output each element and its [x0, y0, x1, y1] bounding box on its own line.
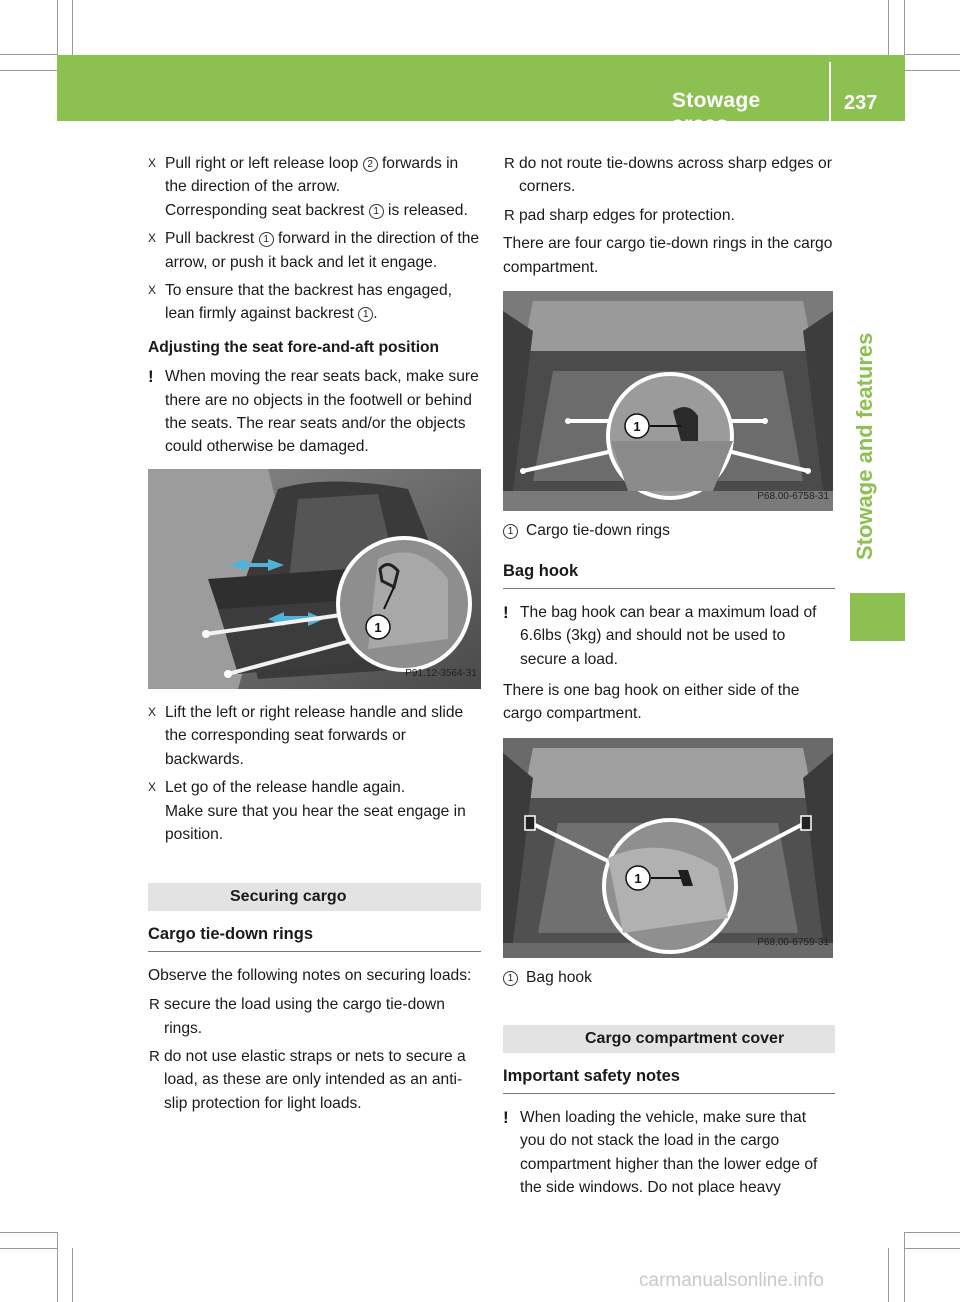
callout-number: 1	[503, 524, 518, 539]
bullet-icon: R	[504, 206, 515, 224]
instruction-step: X Let go of the release handle again. Make sure that you hear the seat engage in position.	[148, 776, 481, 846]
header-divider	[829, 62, 831, 121]
bag-hook-illustration	[503, 738, 833, 958]
bullet-icon: R	[149, 1047, 160, 1065]
bag-hook-text: There is one bag hook on either side of the cargo compartment.	[503, 682, 800, 723]
callout-number: 1	[503, 971, 518, 986]
figure-legend: 1 Cargo tie-down rings	[503, 519, 835, 542]
callout-number: 1	[369, 204, 384, 219]
figure-code: P68.00-6759-31	[757, 937, 829, 949]
step-arrow-icon: X	[148, 780, 157, 795]
instruction-step: X Pull right or left release loop 2 forwards in the direction of the arrow. Corresponding seat backrest 1 is released.	[148, 152, 481, 222]
figure-code: P68.00-6758-31	[757, 490, 829, 502]
list-item: R pad sharp edges for protection.	[503, 204, 835, 227]
warning-note: ! When loading the vehicle, make sure that you do not stack the load in the cargo compartment higher than the lower edge of the side windows. Do not place heavy	[503, 1107, 818, 1196]
notes-intro: Observe the following notes on securing loads:	[148, 966, 472, 984]
subheading-adjust: Adjusting the seat fore-and-aft position	[148, 338, 440, 356]
figure-code: P91.12-3564-31	[405, 668, 477, 680]
instruction-step: X To ensure that the backrest has engaged, lean firmly against backrest 1 .	[148, 279, 481, 326]
step-arrow-icon: X	[148, 156, 157, 170]
crop-mark	[888, 0, 889, 58]
crop-mark	[904, 1232, 905, 1302]
callout-number: 2	[363, 157, 378, 172]
warning-icon: !	[148, 367, 154, 387]
crop-mark	[57, 0, 58, 58]
list-item: R do not route tie-downs across sharp edges or corners.	[503, 152, 835, 199]
section-cargo-cover: Cargo compartment cover	[503, 1025, 835, 1053]
figure-tiedown-rings	[503, 291, 833, 511]
crop-mark	[72, 1248, 73, 1302]
bullet-icon: R	[149, 996, 160, 1014]
crop-mark	[72, 0, 73, 58]
crop-mark	[888, 1248, 889, 1302]
left-column	[148, 152, 481, 1120]
cargo-compartment-illustration	[503, 291, 833, 511]
step-arrow-icon: X	[148, 704, 157, 719]
figure-callout: 1	[633, 419, 641, 435]
side-tab-block	[850, 593, 905, 641]
crop-mark	[0, 1248, 58, 1249]
figure-callout: 1	[374, 619, 382, 635]
section-title: Stowage areas	[672, 89, 761, 136]
list-item: R do not use elastic straps or nets to secure a load, as these are only intended as an anti-slip protection for light loads.	[148, 1045, 481, 1115]
warning-icon: !	[503, 602, 509, 622]
callout-number: 1	[259, 232, 274, 247]
step-arrow-icon: X	[148, 283, 157, 298]
callout-number: 1	[358, 307, 373, 322]
bullet-icon: R	[504, 155, 515, 172]
crop-mark	[904, 1232, 960, 1233]
heading-bag-hook: Bag hook	[503, 560, 835, 588]
warning-note: ! When moving the rear seats back, make sure there are no objects in the footwell or behind the seats. The rear seats and/or the objects could otherwise be damaged.	[148, 367, 479, 456]
crop-mark	[904, 1248, 960, 1249]
instruction-step: X Lift the left or right release handle and slide the corresponding seat forwards or backwards.	[148, 701, 481, 771]
right-column	[503, 152, 835, 1207]
crop-mark	[904, 54, 960, 55]
step-arrow-icon: X	[148, 231, 157, 246]
rear-seat-illustration	[148, 469, 481, 689]
list-item: R secure the load using the cargo tie-down rings.	[148, 993, 481, 1040]
crop-mark	[904, 70, 960, 71]
side-tab-title: Stowage and features	[852, 332, 877, 560]
figure-legend: 1 Bag hook	[503, 966, 835, 989]
page-number: 237	[844, 92, 878, 114]
warning-icon: !	[503, 1107, 509, 1127]
crop-mark	[0, 1232, 58, 1233]
section-securing-cargo: Securing cargo	[148, 883, 481, 911]
watermark-link[interactable]: carmanualsonline.info	[639, 1270, 824, 1291]
crop-mark	[0, 70, 58, 71]
crop-mark	[0, 54, 58, 55]
figure-rear-seats	[148, 469, 481, 689]
tiedown-rings-text: There are four cargo tie-down rings in the cargo compartment.	[503, 235, 833, 276]
heading-safety-notes: Important safety notes	[503, 1065, 835, 1093]
figure-bag-hook	[503, 738, 833, 958]
heading-tiedown-rings: Cargo tie-down rings	[148, 923, 481, 951]
crop-mark	[57, 1232, 58, 1302]
figure-callout: 1	[634, 870, 642, 886]
crop-mark	[904, 0, 905, 58]
warning-note: ! The bag hook can bear a maximum load of 6.6lbs (3kg) and should not be used to secure a load.	[503, 602, 817, 668]
instruction-step: X Pull backrest 1 forward in the direction of the arrow, or push it back and let it engage.	[148, 227, 481, 274]
